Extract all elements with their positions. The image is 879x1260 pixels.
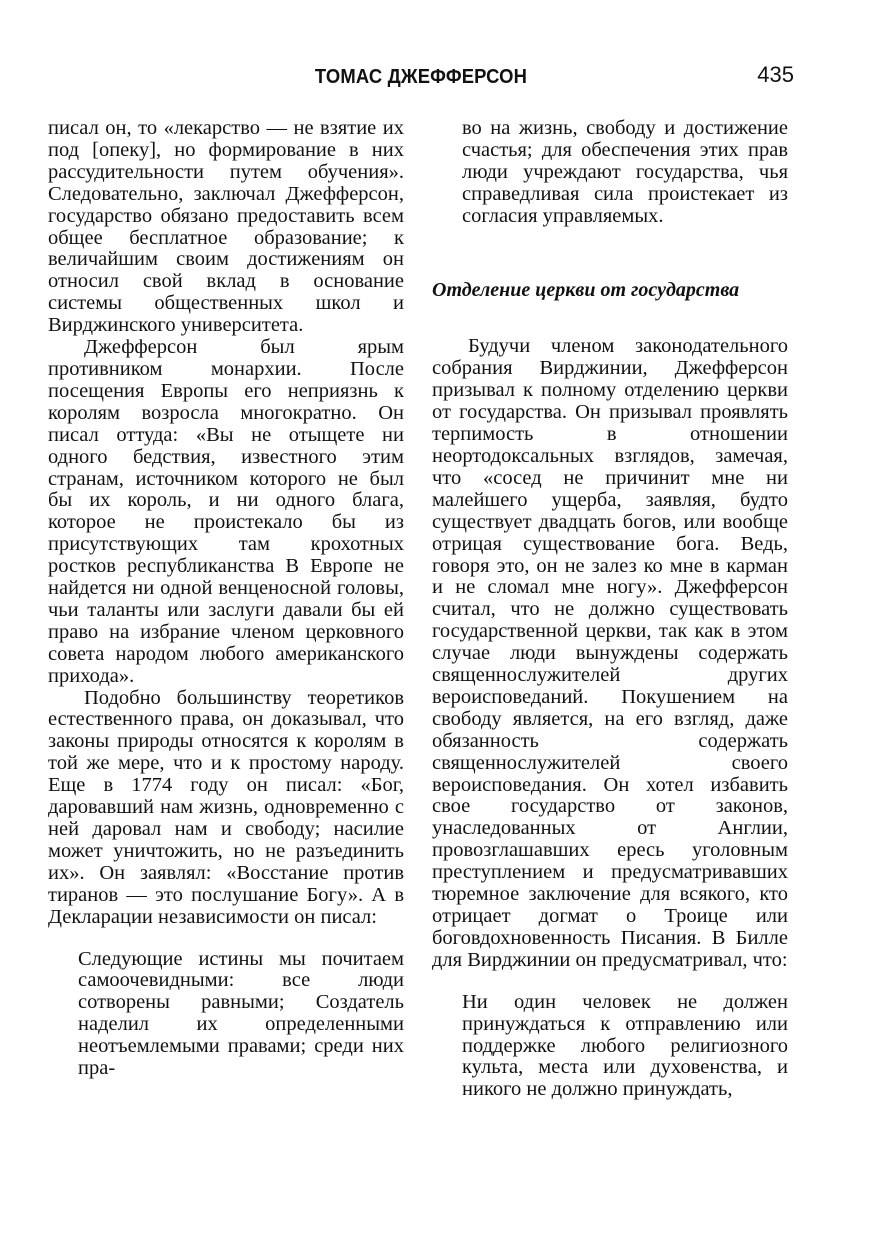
section-heading: Отделение церкви от государства bbox=[432, 278, 740, 301]
block-quote: Следующие истины мы почитаем самоочевидными: все люди сотворены равными; Создатель наделил их определенными неотъемлемыми правами; среди них пра- bbox=[78, 947, 404, 1080]
block-quote: Ни один человек не должен принуждаться к отправлению или поддержке любого религиозного культа, места или духовенства, и никого не должно принуждать, bbox=[462, 990, 788, 1101]
page-number: 435 bbox=[757, 62, 794, 87]
paragraph: Подобно большинству теоретиков естественного права, он доказывал, что законы природы относятся к королям в той же мере, что и к простому народу. Еще в 1774 году он писал: «Бог, даровавший нам жизнь, одновременно с ней даровал нам и свободу; насилие может уничтожить, но не разъединить их». Он заявлял: «Восстание против тиранов — это послушание Богу». А в Декларации независимости он писал: bbox=[48, 686, 404, 928]
paragraph: Будучи членом законодательного собрания Вирджинии, Джефферсон призывал к полному отделению церкви от государства. Он призывал проявлять терпимость в отношении неортодоксальных взглядов, замечая, что «сосед не причинит мне ни малейшего ущерба, заявляя, будто существует двадцать богов, или вообще отрицая существование бога. Ведь, говоря это, он не залез ко мне в карман и не сломал мне ногу». Джефферсон считал, что не должно существовать государственной церкви, так как в этом случае люди вынуждены содержать священнослужителей других вероисповеданий. Покушением на свободу является, на его взгляд, даже обязанность содержать священнослужителей своего вероисповедания. Он хотел избавить свое государство от законов, унаследованных от Англии, провозглашавших ересь уголовным преступлением и предусматривавших тюремное заключение для всякого, кто отрицает догмат о Троице или боговдохновенность Писания. В Билле для Вирджинии он предусматривал, что: bbox=[432, 335, 788, 971]
spacer bbox=[432, 972, 788, 992]
spacer bbox=[48, 929, 404, 949]
right-column bbox=[432, 118, 788, 1101]
paragraph: писал он, то «лекарство — не взятие их под [опеку], но формирование в них рассудительности путем обучения». Следовательно, заключал Джефферсон, государство обязано предоставить всем общее бесплатное образование; к величайшим своим достижениям он относил свой вклад в основание системы общественных школ и Вирджинского университета. bbox=[48, 117, 404, 337]
running-title: ТОМАС ДЖЕФФЕРСОН bbox=[314, 66, 528, 88]
paragraph: Джефферсон был ярым противником монархии. После посещения Европы его неприязнь к королям возросла многократно. Он писал оттуда: «Вы не отыщете ни одного бедствия, известного этим странам, источником которого не был бы их король, и ни одного блага, которое не проистекало бы из присутствующих там крохотных ростков республиканства В Европе не найдется ни одной венценосной головы, чьи таланты или заслуги давали бы ей право на избрание членом церковного совета народом любого американского прихода». bbox=[48, 336, 404, 687]
left-column bbox=[48, 118, 404, 1080]
running-head bbox=[48, 62, 794, 98]
block-quote-continuation: во на жизнь, свободу и достижение счастья; для обеспечения этих прав люди учреждают государства, чья справедливая сила проистекает из согласия управляемых. bbox=[462, 117, 788, 227]
